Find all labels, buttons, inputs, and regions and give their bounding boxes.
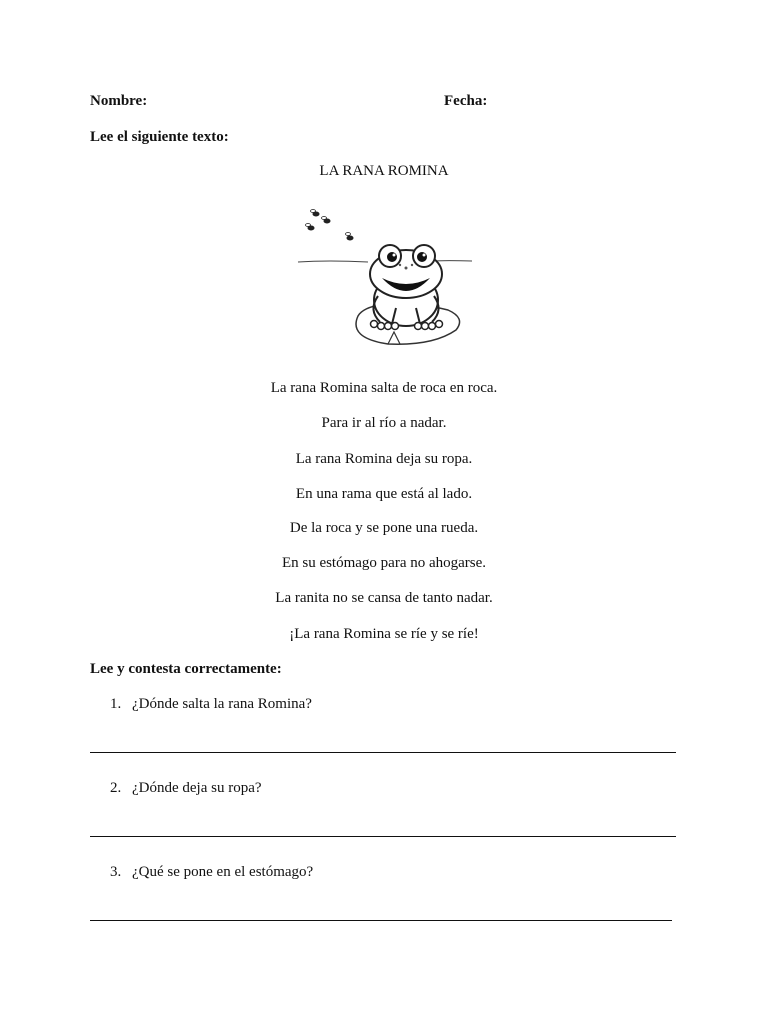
answer-line-2[interactable] [90, 836, 676, 837]
question-text: ¿Dónde deja su ropa? [132, 780, 262, 796]
question-number: 1. [110, 696, 122, 712]
date-label: Fecha: [444, 93, 488, 109]
question-number: 2. [110, 780, 122, 796]
question-number: 3. [110, 864, 122, 880]
story-title: LA RANA ROMINA [319, 163, 449, 179]
answer-line-3[interactable] [90, 920, 672, 921]
question-1 [110, 696, 312, 713]
answer-instruction: Lee y contesta correctamente: [90, 661, 282, 677]
story-line: En una rama que está al lado. [295, 486, 473, 502]
story-line: La rana Romina deja su ropa. [295, 451, 473, 467]
name-label: Nombre: [90, 93, 148, 109]
story-line: De la roca y se pone una rueda. [289, 520, 479, 536]
read-instruction: Lee el siguiente texto: [90, 129, 229, 145]
question-text: ¿Qué se pone en el estómago? [132, 864, 314, 880]
question-text: ¿Dónde salta la rana Romina? [132, 696, 312, 712]
flies-icon [306, 210, 354, 241]
question-3 [110, 864, 313, 881]
frog-on-lily-pad-icon [288, 198, 478, 362]
story-line: La ranita no se cansa de tanto nadar. [275, 590, 493, 606]
answer-line-1[interactable] [90, 752, 676, 753]
story-line: Para ir al río a nadar. [321, 415, 447, 431]
story-line: En su estómago para no ahogarse. [281, 555, 487, 571]
question-2 [110, 780, 262, 797]
story-line: La rana Romina salta de roca en roca. [270, 380, 498, 396]
story-line: ¡La rana Romina se ríe y se ríe! [289, 626, 479, 642]
